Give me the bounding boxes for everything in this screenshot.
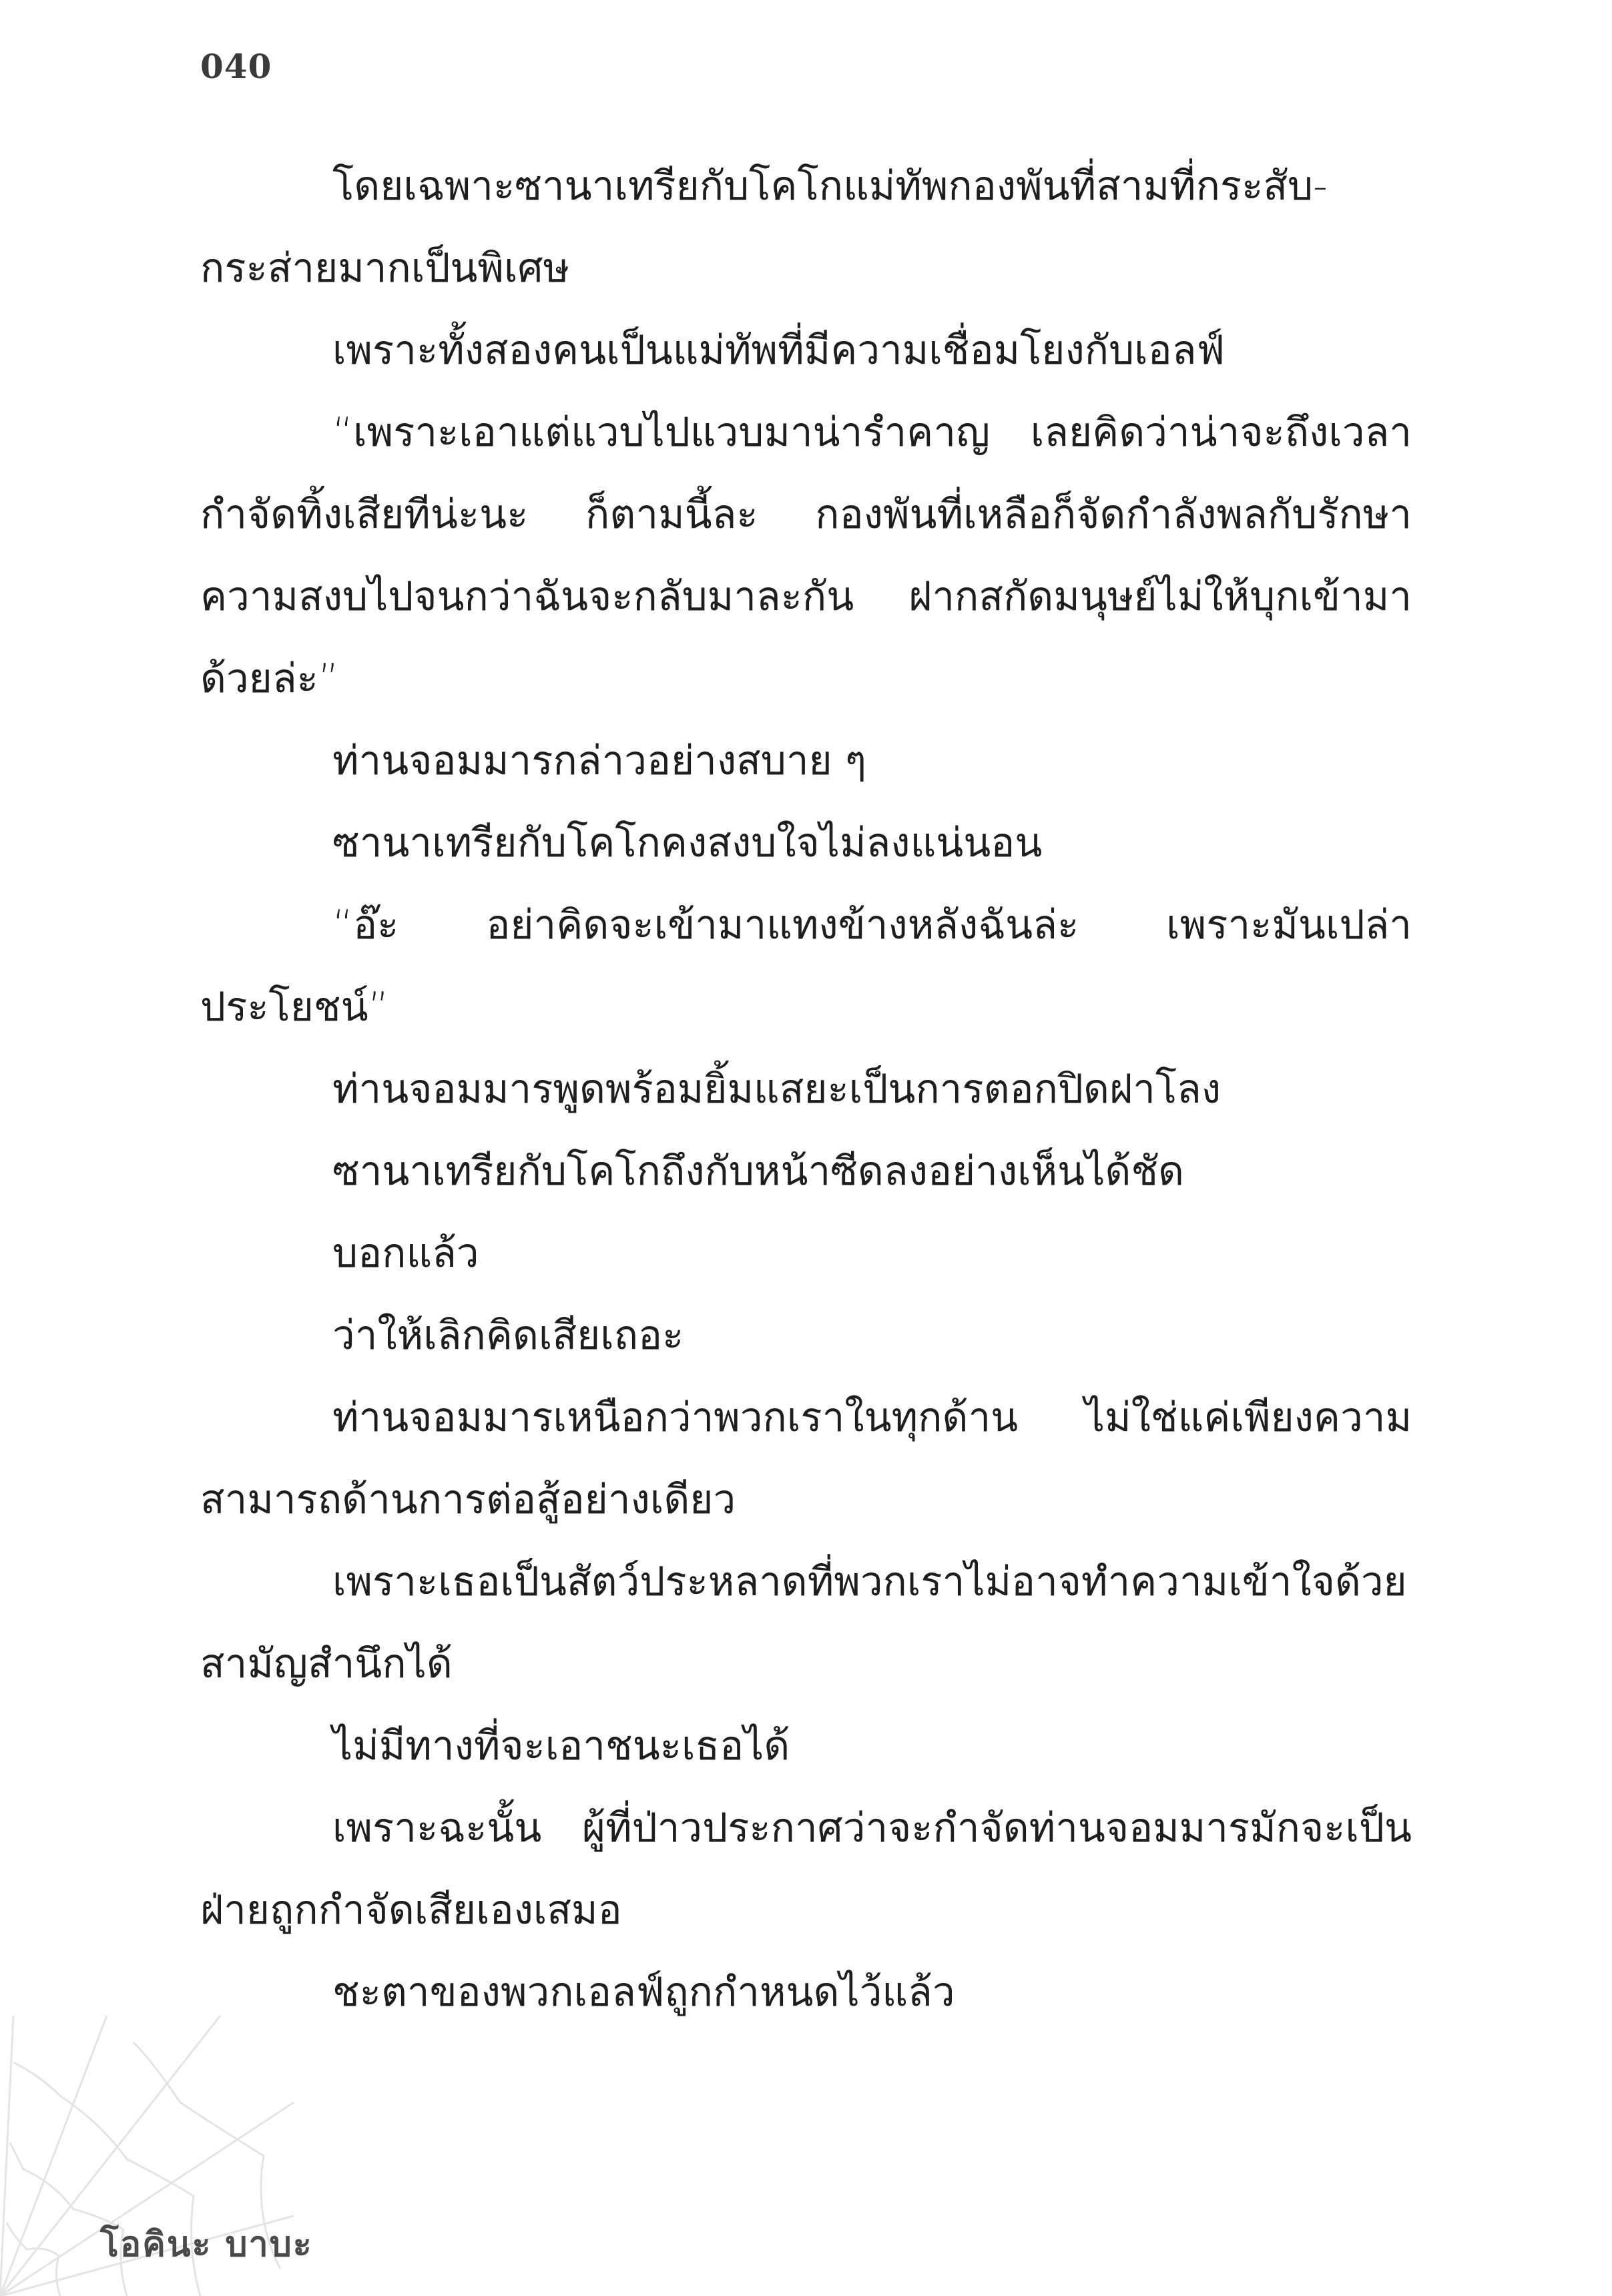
paragraph: บอกแล้ว (332, 1230, 479, 1277)
paragraph: ท่านจอมมารกล่าวอย่างสบาย ๆ (332, 738, 866, 784)
paragraph: “เพราะเอาแต่แวบไปแวบมาน่ารำคาญ เลยคิดว่าน่าจะถึงเวลากำจัดทิ้งเสียทีน่ะนะ ก็ตามนี้ละ กองพันที่เหลือก็จัดกำลังพลกับรักษาความสงบไปจนกว่าฉันจะกลับมาละกัน ฝากสกัดมนุษย์ไม่ให้บุกเข้ามาด้วยล่ะ” (200, 409, 1412, 702)
paragraph: ซานาเทรียกับโคโกถึงกับหน้าซีดลงอย่างเห็นได้ชัด (332, 1148, 1185, 1195)
paragraph: เพราะเธอเป็นสัตว์ประหลาดที่พวกเราไม่อาจทำความเข้าใจด้วยสามัญสำนึกได้ (200, 1558, 1407, 1687)
paragraph: ซานาเทรียกับโคโกคงสงบใจไม่ลงแน่นอน (332, 820, 1043, 866)
paragraph: ท่านจอมมารพูดพร้อมยิ้มแสยะเป็นการตอกปิดฝาโลง (332, 1066, 1222, 1113)
paragraph: “อ๊ะ อย่าคิดจะเข้ามาแทงข้างหลังฉันล่ะ เพราะมันเปล่าประโยชน์” (200, 902, 1412, 1031)
paragraph: เพราะฉะนั้น ผู้ที่ป่าวประกาศว่าจะกำจัดท่านจอมมารมักจะเป็นฝ่ายถูกกำจัดเสียเองเสมอ (200, 1805, 1412, 1934)
paragraph: ไม่มีทางที่จะเอาชนะเธอได้ (332, 1723, 790, 1769)
paragraph: ท่านจอมมารเหนือกว่าพวกเราในทุกด้าน ไม่ใช่แค่เพียงความสามารถด้านการต่อสู้อย่างเดียว (200, 1394, 1412, 1523)
paragraph: ชะตาของพวกเอลฟ์ถูกกำหนดไว้แล้ว (332, 1969, 955, 2016)
paragraph: เพราะทั้งสองคนเป็นแม่ทัพที่มีความเชื่อมโยงกับเอลฟ์ (332, 327, 1225, 374)
paragraph: โดยเฉพาะซานาเทรียกับโคโกแม่ทัพกองพันที่สามที่กระสับ-กระส่ายมากเป็นพิเศษ (200, 163, 1328, 292)
footer-author: โอคินะ บาบะ (100, 2225, 313, 2265)
body-text (200, 146, 1412, 2034)
page-number: 040 (200, 47, 272, 86)
paragraph: ว่าให้เลิกคิดเสียเถอะ (332, 1312, 684, 1359)
